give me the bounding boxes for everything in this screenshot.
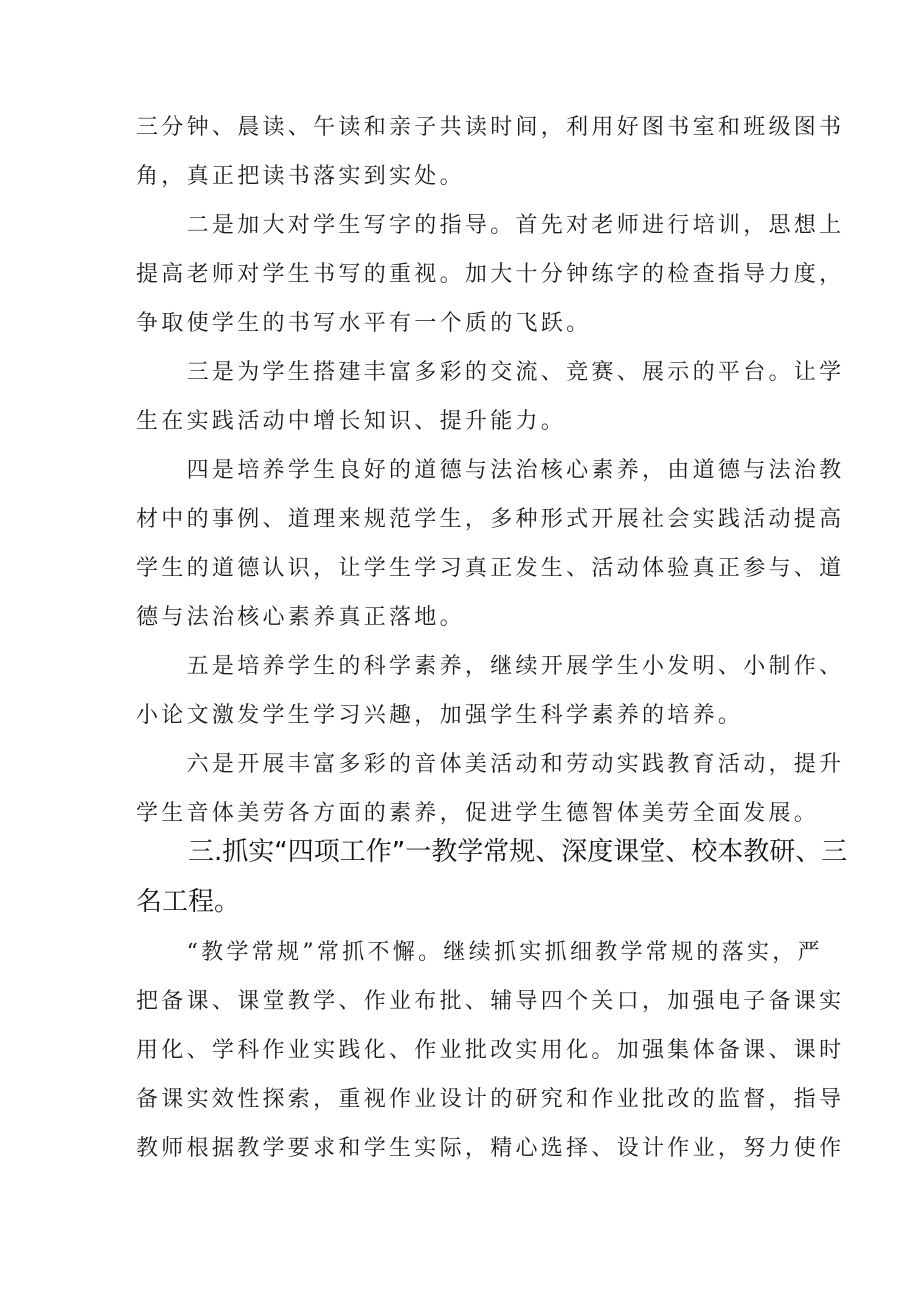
text-line: 二是加大对学生写字的指导。首先对老师进行培训，思想上 — [136, 213, 845, 238]
paragraph-writing-guidance — [136, 201, 845, 348]
heading-line: 三.抓实“四项工作”一教学常规、深度课堂、校本教研、三 — [136, 837, 848, 867]
text-line: 四是培养学生良好的道德与法治核心素养，由道德与法治教 — [136, 458, 845, 483]
text-line: 备课实效性探索，重视作业设计的研究和作业批改的监督，指导 — [136, 1087, 845, 1112]
paragraph-arts-labor — [136, 740, 845, 838]
paragraph-teaching-routine — [136, 928, 845, 1173]
text-line: 生在实践活动中增长知识、提升能力。 — [136, 409, 567, 434]
text-line: 三是为学生搭建丰富多彩的交流、竞赛、展示的平台。让学 — [136, 360, 845, 385]
paragraph-science — [136, 642, 845, 740]
text-line: 小论文激发学生学习兴趣，加强学生科学素养的培养。 — [136, 703, 744, 728]
text-line: 材中的事例、道理来规范学生，多种形式开展社会实践活动提高 — [136, 507, 845, 532]
paragraph-reading-continuation — [136, 103, 845, 201]
text-line: 教师根据教学要求和学生实际，精心选择、设计作业，努力使作 — [136, 1136, 845, 1161]
text-line: 角，真正把读书落实到实处。 — [136, 164, 465, 189]
text-line: “教学常规”常抓不懈。继续抓实抓细教学常规的落实，严 — [136, 940, 823, 965]
section-heading — [136, 827, 848, 927]
text-line: 争取使学生的书写水平有一个质的飞跃。 — [136, 311, 592, 336]
paragraph-morality-law — [136, 446, 845, 642]
text-line: 把备课、课堂教学、作业布批、辅导四个关口，加强电子备课实 — [136, 989, 845, 1014]
text-line: 五是培养学生的科学素养，继续开展学生小发明、小制作、 — [136, 654, 845, 679]
paragraph-platform — [136, 348, 845, 446]
heading-line: 名工程。 — [136, 887, 241, 917]
text-line: 学生的道德认识，让学生学习真正发生、活动体验真正参与、道 — [136, 556, 845, 581]
text-line: 德与法治核心素养真正落地。 — [136, 605, 465, 630]
text-line: 提高老师对学生书写的重视。加大十分钟练字的检查指导力度， — [136, 262, 845, 287]
text-line: 三分钟、晨读、午读和亲子共读时间，利用好图书室和班级图书 — [136, 115, 845, 140]
text-line: 用化、学科作业实践化、作业批改实用化。加强集体备课、课时 — [136, 1038, 845, 1063]
text-line: 学生音体美劳各方面的素养，促进学生德智体美劳全面发展。 — [136, 801, 820, 826]
text-line: 六是开展丰富多彩的音体美活动和劳动实践教育活动，提升 — [136, 752, 845, 777]
